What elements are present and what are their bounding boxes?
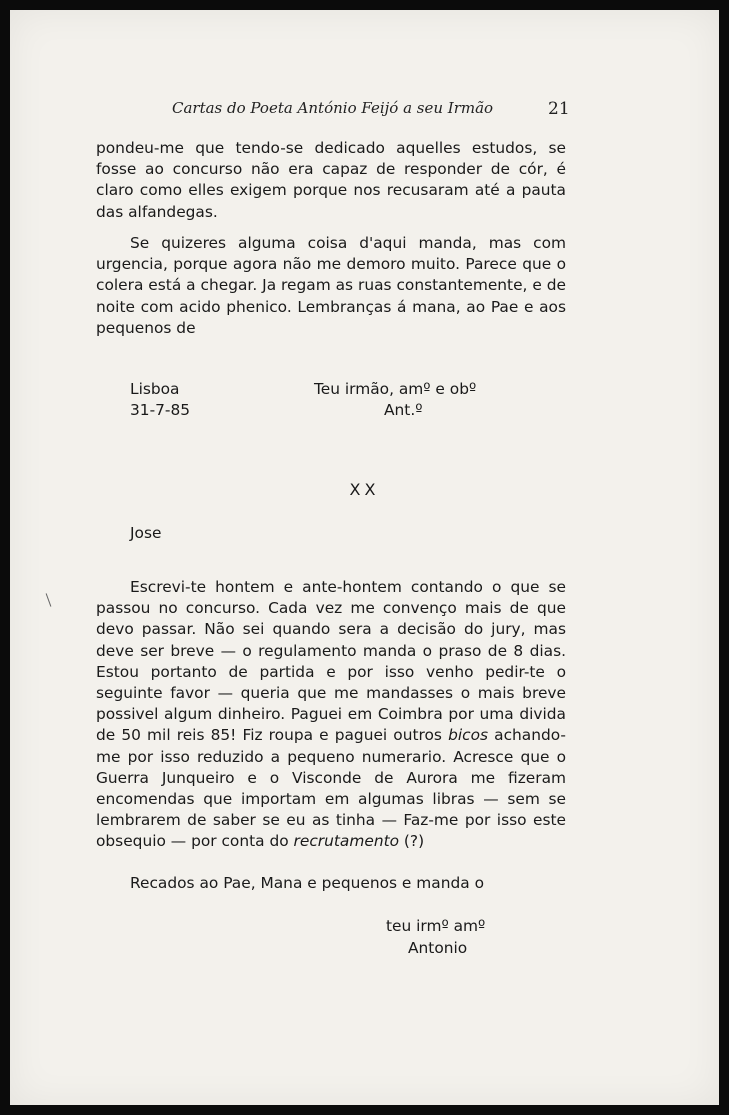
book-page [10,10,719,1105]
page-number: 21 [548,99,570,119]
letter1-place-date [130,379,190,421]
italic-word: recrutamento [293,832,400,851]
paragraph-text [96,577,566,853]
closing-line: Teu irmão, amº e obº [314,380,477,398]
place: Lisboa [130,380,180,398]
signature: Antonio [408,939,468,957]
letter2-closing [386,915,485,959]
paragraph-text: pondeu-me que tendo-se dedicado aquelles estudos, se fosse ao concurso não era capaz de responder de cór, é claro como elles exigem porque nos recusaram até a pauta das alfandegas. [96,139,566,221]
letter1-paragraph-2 [96,233,566,339]
letter2-paragraph-1 [96,577,566,853]
letter1-closing [314,379,476,421]
italic-word: bicos [448,726,489,745]
letter1-paragraph-1 [96,138,566,223]
paragraph-text: Recados ao Pae, Mana e pequenos e manda o [130,874,484,892]
running-title: Cartas do Poeta António Feijó a seu Irmão [172,99,494,117]
date: 31-7-85 [130,401,191,419]
section-heading: XX [349,480,380,499]
text-run: (?) [399,832,425,851]
salutation: Jose [130,524,162,542]
closing-line: teu irmº amº [386,917,486,935]
margin-mark [46,593,52,606]
text-run: achando-me por isso reduzido a pequeno numerario. Acresce que o Guerra Junqueiro e o Visconde de Aurora me fizeram encomendas que importam em algumas libras — sem se lembrarem de saber se eu as tinha — Faz-me por isso este obsequio — por conta do [96,726,566,851]
signature: Ant.º [384,401,423,419]
letter2-paragraph-2 [96,873,566,894]
text-run: Escrevi-te hontem e ante-hontem contando o que se passou no concurso. Cada vez me convenço mais de que devo passar. Não sei quando sera a decisão do jury, mas deve ser breve — o regulamento manda o praso de 8 dias. Estou portanto de partida e por isso venho pedir-te o seguinte favor — queria que me mandasses o mais breve possivel algum dinheiro. Paguei em Coimbra por uma divida de 50 mil reis 85! Fiz roupa e paguei outros [96,578,566,745]
paragraph-text: Se quizeres alguma coisa d'aqui manda, mas com urgencia, porque agora não me demoro muito. Parece que o colera está a chegar. Ja regam as ruas constantemente, e de noite com acido phenico. Lembranças á mana, ao Pae e aos pequenos de [96,234,566,337]
